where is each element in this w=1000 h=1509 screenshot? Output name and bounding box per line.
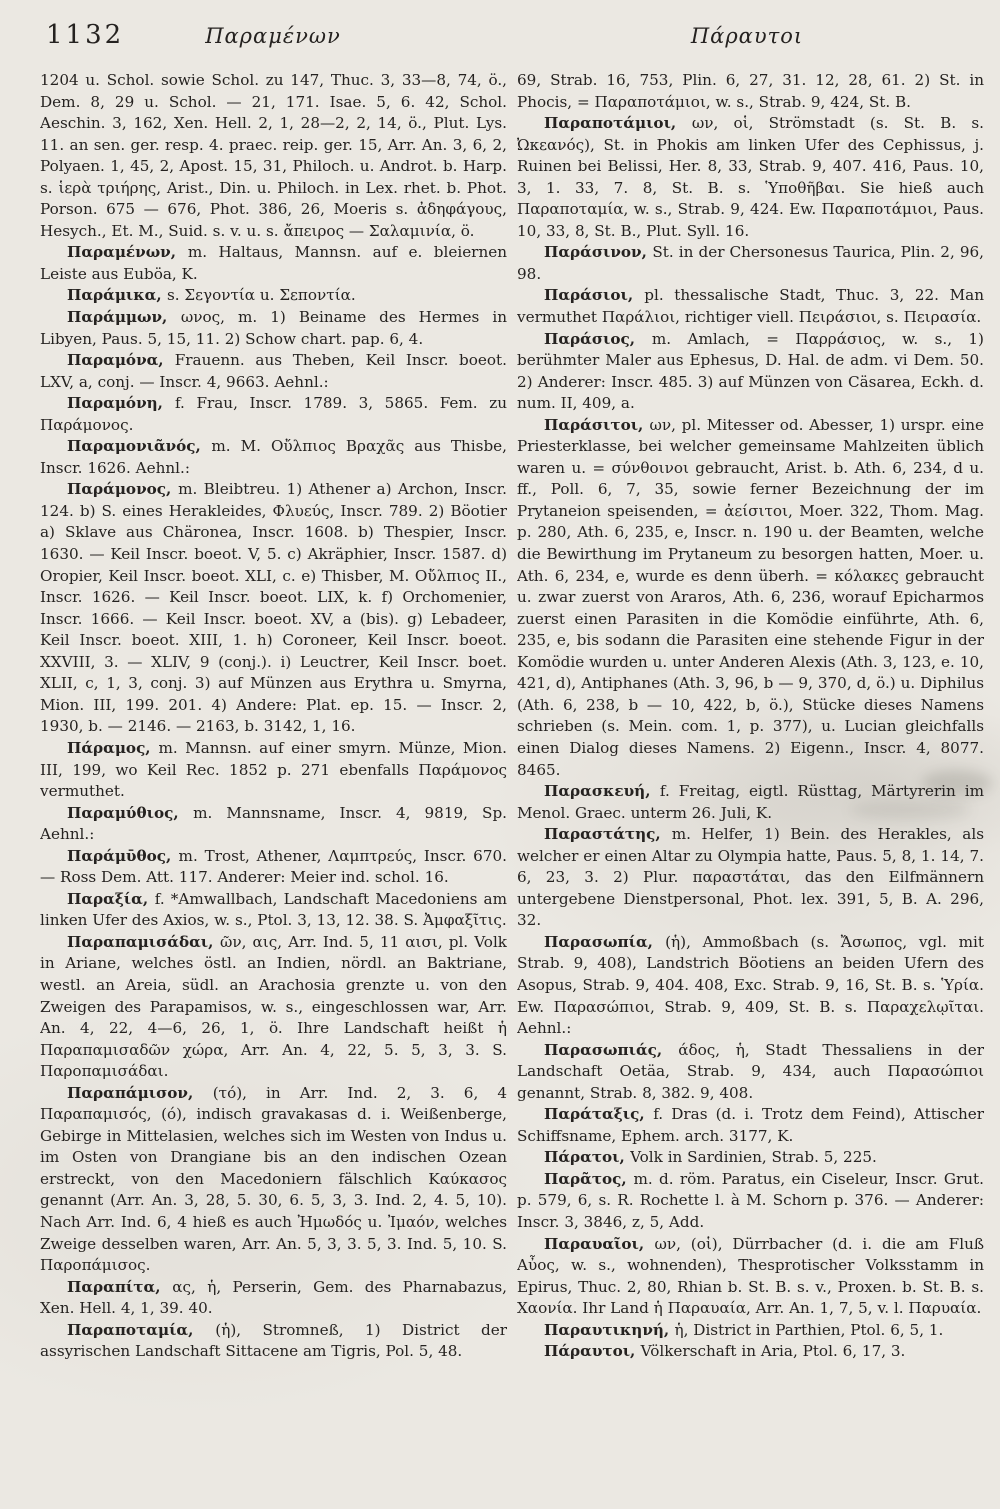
entry-text: m. d. röm. Paratus, ein Ciseleur, Inscr. Grut. p. 579, 6, s. R. Rochette l. à M. Schorn p. 376. — Anderer: Inscr. 3, 3846, z, 5, Add. (517, 1169, 984, 1231)
dictionary-entry (40, 846, 507, 889)
entry-text: Frauenn. aus Theben, Keil Inscr. boeot. LXV, a, conj. — Inscr. 4, 9663. Aehnl.: (40, 351, 507, 391)
entry-headword: Παράσιοι, (544, 286, 645, 305)
dictionary-entry (517, 415, 984, 781)
entry-headword: Παραμύθιος, (67, 803, 194, 822)
running-head (0, 16, 1000, 60)
entry-text: m. Amlach, = Παρράσιος, w. s., 1) berühmter Maler aus Ephesus, D. Hal. de adm. vi Dem. 50. 2) Anderer: Inscr. 485. 3) auf Münzen von Cäsarea, Eckh. d. num. II, 409, a. (517, 329, 984, 413)
entry-headword: Παραμόνη, (67, 394, 175, 413)
entry-headword: Πάραμος, (67, 738, 159, 757)
entry-headword: Παράσιτοι, (544, 415, 650, 434)
entry-text: St. in der Chersonesus Taurica, Plin. 2, 96, 98. (517, 243, 984, 283)
entry-headword: Παραμόνα, (67, 351, 175, 370)
entry-headword: Παραξία, (67, 889, 155, 908)
entry-headword: Παραυαῖοι, (544, 1234, 655, 1253)
dictionary-entry (40, 803, 507, 846)
entry-text: ἡ, District in Parthien, Ptol. 6, 5, 1. (674, 1320, 944, 1339)
entry-headword: Παραπάμισον, (67, 1083, 213, 1102)
dictionary-entry (40, 307, 507, 350)
entry-headword: Παραπαμισάδαι, (67, 932, 220, 951)
entry-headword: Παράμονος, (67, 480, 179, 499)
dictionary-entry (517, 1040, 984, 1105)
text-columns (40, 70, 984, 1505)
dictionary-entry (517, 242, 984, 285)
entry-headword: Παράσινον, (544, 243, 653, 262)
entry-text: m. M. Οὔλπιος Βραχᾶς aus Thisbe, Inscr. 1626. Aehnl.: (40, 437, 507, 477)
entry-text: f. Freitag, eigtl. Rüsttag, Märtyrerin im Menol. Graec. unterm 26. Juli, K. (517, 782, 984, 822)
entry-text: m. Haltaus, Mannsn. auf e. bleiernen Leiste aus Euböa, K. (40, 243, 507, 283)
dictionary-entry (40, 479, 507, 738)
entry-text: f. *Amwallbach, Landschaft Macedoniens am linken Ufer des Axios, w. s., Ptol. 3, 13, 12. 38. S. Ἀμφαξῖτις. (40, 889, 507, 930)
dictionary-entry (40, 1277, 507, 1320)
entry-headword: Παραμονιᾶνός, (67, 437, 212, 456)
entry-headword: Παραστάτης, (544, 825, 672, 844)
entry-text: ων, (οἱ), Dürrbacher (d. i. die am Fluß Αὖος, w. s., wohnenden), Thesprotischer Volksstamm in Epirus, Thuc. 2, 80, Rhian b. St. B. s. v., Proxen. b. St. B. s. Χαονία. Ihr Land ἡ Παραυαία, Arr. An. 1, 7, 5, v. l. Παρυαία. (517, 1234, 984, 1318)
entry-headword: Πάραυτοι, (544, 1342, 641, 1361)
entry-headword: Παραπίτα, (67, 1277, 173, 1296)
entry-text: m. Mannsname, Inscr. 4, 9819, Sp. Aehnl.: (40, 803, 507, 844)
dictionary-entry (40, 738, 507, 803)
entry-headword: Παρασωπία, (544, 932, 666, 951)
entry-text: m. Mannsn. auf einer smyrn. Münze, Mion. III, 199, wo Keil Rec. 1852 p. 271 ebenfalls Παράμονος vermuthet. (40, 738, 507, 801)
dictionary-entry (517, 1169, 984, 1234)
entry-text: pl. thessalische Stadt, Thuc. 3, 22. Man vermuthet Παράλιοι, richtiger viell. Πειράσιοι, s. Πειρασία. (517, 286, 984, 327)
dictionary-entry (517, 932, 984, 1040)
left-column (40, 70, 507, 1505)
entry-headword: Παρασωπιάς, (544, 1040, 679, 1059)
dictionary-entry (40, 889, 507, 932)
entry-headword: Παρασκευή, (544, 782, 660, 801)
dictionary-entry (40, 350, 507, 393)
entry-headword: Παράσιος, (544, 329, 652, 348)
entry-text: ωνος, m. 1) Beiname des Hermes in Libyen, Paus. 5, 15, 11. 2) Schow chart. pap. 6, 4. (40, 308, 507, 348)
dictionary-entry (517, 70, 984, 113)
dictionary-entry (517, 1341, 984, 1363)
page-number: 1132 (46, 20, 125, 50)
dictionary-entry (517, 329, 984, 415)
entry-headword: Παράμικα, (67, 286, 167, 305)
entry-headword: Πάρατοι, (544, 1148, 631, 1167)
dictionary-entry (40, 285, 507, 307)
entry-text: Volk in Sardinien, Strab. 5, 225. (630, 1148, 877, 1167)
entry-text: 69, Strab. 16, 753, Plin. 6, 27, 31. 12, 28, 61. 2) St. in Phocis, = Παραποτάμιοι, w. s., Strab. 9, 424, St. B. (517, 71, 984, 111)
entry-text: f. Frau, Inscr. 1789. 3, 5865. Fem. zu Παράμονος. (40, 394, 507, 434)
entry-text: ας, ἡ, Perserin, Gem. des Pharnabazus, Xen. Hell. 4, 1, 39. 40. (40, 1277, 507, 1318)
running-head-right-keyword: Πάραυτοι (690, 24, 804, 48)
dictionary-entry (40, 242, 507, 285)
dictionary-entry (517, 1234, 984, 1320)
dictionary-entry (517, 1147, 984, 1169)
entry-headword: Παράμῡθος, (67, 846, 179, 865)
dictionary-entry (517, 1104, 984, 1147)
dictionary-entry (517, 113, 984, 242)
entry-text: ων, οἱ, Strömstadt (s. St. B. s. Ὠκεανός), St. in Phokis am linken Ufer des Cephissus, j. Ruinen bei Belissi, Her. 8, 33, Strab. 9, 407. 416, Paus. 10, 3, 1. 33, 7. 8, St. B. s. Ὑποθῆβαι. Sie hieß auch Παραποταμία, w. s., Strab. 9, 424. Ew. Παραποτάμιοι, Paus. 10, 33, 8, St. B., Plut. Syll. 16. (517, 114, 984, 240)
dictionary-entry (40, 1083, 507, 1277)
dictionary-entry (40, 70, 507, 242)
entry-text: s. Σεγοντία u. Σεποντία. (166, 286, 356, 305)
entry-text: Völkerschaft in Aria, Ptol. 6, 17, 3. (640, 1342, 906, 1361)
dictionary-entry (517, 1320, 984, 1342)
entry-text: 1204 u. Schol. sowie Schol. zu 147, Thuc. 3, 33—8, 74, ö., Dem. 8, 29 u. Schol. — 21, 171. Isae. 5, 6. 42, Schol. Aeschin. 3, 162, Xen. Hell. 2, 1, 28—2, 2, 14, ö., Plut. Lys. 11. an sen. ger. resp. 4. praec. reip. ger. 15, Arr. An. 3, 6, 2, Polyaen. 1, 45, 2, Apost. 15, 31, Philoch. u. Androt. b. Harp. s. ἱερὰ τριήρης, Arist., Din. u. Philoch. in Lex. rhet. b. Phot. Porson. 675 — 676, Phot. 386, 26, Moeris s. ἀδηφάγους, Hesych., Et. M., Suid. s. v. u. s. ἄπειρος — Σαλαμινία, ö. (40, 71, 507, 240)
entry-text: (ἡ), Ammoßbach (s. Ἄσωπος, vgl. mit Strab. 9, 408), Landstrich Böotiens an beiden Ufern des Asopus, Strab. 9, 404. 408, Exc. Strab. 9, 16, St. B. s. Ὑρία. Ew. Παρασώπιοι, Strab. 9, 409, St. B. s. Παραχελῳῖται. Aehnl.: (517, 932, 984, 1038)
entry-text: (ἡ), Stromneß, 1) District der assyrischen Landschaft Sittacene am Tigris, Pol. 5, 48. (40, 1320, 507, 1361)
right-column (517, 70, 984, 1505)
entry-text: m. Bleibtreu. 1) Athener a) Archon, Inscr. 124. b) S. eines Herakleides, Φλυεύς, Inscr. 789. 2) Böotier a) Sklave aus Chäronea, Inscr. 1608. b) Thespier, Inscr. 1630. — Keil Inscr. boeot. V, 5. c) Akräphier, Inscr. 1587. d) Oropier, Keil Inscr. boeot. XLI, c. e) Thisber, M. Οὔλπιος II., Inscr. 1626. — Keil Inscr. boeot. LIX, k. f) Orchomenier, Inscr. 1666. — Keil Inscr. boeot. XV, a (bis). g) Lebadeer, Keil Inscr. boeot. XIII, 1. h) Coroneer, Keil Inscr. boeot. XXVIII, 3. — XLIV, 9 (conj.). i) Leuctrer, Keil Inscr. boet. XLII, c, 1, 3, conj. 3) auf Münzen aus Erythra u. Smyrna, Mion. III, 199. 201. 4) Andere: Plat. ep. 15. — Inscr. 2, 1930, b. — 2146. — 2163, b. 3142, 1, 16. (40, 480, 507, 736)
entry-headword: Παραμένων, (67, 243, 188, 262)
entry-text: ῶν, αις, Arr. Ind. 5, 11 αισι, pl. Volk in Ariane, welches östl. an Indien, nördl. an Baktriane, westl. an Areia, südl. an Arachosia grenzte u. von den Zweigen des Parapamisos, w. s., eingeschlossen war, Arr. An. 4, 22, 4—6, 26, 1, ö. Ihre Landschaft heißt ἡ Παραπαμισαδῶν χώρα, Arr. An. 4, 22, 5. 5, 3, 3. S. Παροπαμισάδαι. (40, 932, 507, 1081)
dictionary-entry (40, 932, 507, 1083)
entry-text: (τό), in Arr. Ind. 2, 3. 6, 4 Παραπαμισός, (ό), indisch gravakasas d. i. Weißenberge, Gebirge in Mittelasien, welches sich im Westen von Indus u. im Osten von Drangiane bis an den indischen Ozean erstreckt, von den Macedoniern fälschlich Καύκασος genannt (Arr. An. 3, 28, 5. 30, 6. 5, 3, 3. Ind. 2, 4. 5, 10). Nach Arr. Ind. 6, 4 hieß es auch Ἠμωδός u. Ἰμαόν, welches Zweige desselben waren, Arr. An. 5, 3, 3. 5, 3. Ind. 5, 10. S. Παροπάμισος. (40, 1083, 507, 1275)
dictionary-entry (40, 1320, 507, 1363)
entry-headword: Παραποταμία, (67, 1320, 216, 1339)
dictionary-entry (40, 393, 507, 436)
entry-headword: Παράταξις, (544, 1105, 654, 1124)
entry-text: ων, pl. Mitesser od. Abesser, 1) urspr. eine Priesterklasse, bei welcher gemeinsame Mahlzeiten üblich waren u. = σύνθοινοι gebraucht, Arist. b. Ath. 6, 234, d u. ff., Poll. 6, 7, 35, sowie ferner Bezeichnung der im Prytaneion speisenden, = ἀείσιτοι, Moer. 322, Thom. Mag. p. 280, Ath. 6, 235, e, Inscr. n. 190 u. der Beamten, welche die Bewirthung im Prytaneum zu besorgen hatten, Moer. u. Ath. 6, 234, e, wurde es denn überh. = κόλακες gebraucht u. zwar zuerst von Araros, Ath. 6, 236, worauf Epicharmos zuerst einen Parasiten in die Komödie einführte, Ath. 6, 235, e, bis sodann die Parasiten eine stehende Figur in der Komödie wurden u. unter Anderen Alexis (Ath. 3, 123, e. 10, 421, d), Antiphanes (Ath. 3, 96, b — 9, 370, d, ö.) u. Diphilus (Ath. 6, 238, b — 10, 422, b, ö.), Stücke dieses Namens schrieben (s. Mein. com. 1, p. 377), u. Lucian gleichfalls einen Dialog dieses Namens. 2) Eigenn., Inscr. 4, 8077. 8465. (517, 415, 984, 779)
entry-text: m. Helfer, 1) Bein. des Herakles, als welcher er einen Altar zu Olympia hatte, Paus. 5, 8, 1. 14, 7. 6, 23, 3. 2) Plur. παραστάται, das den Eilfmännern untergebene Dienstpersonal, Phot. lex. 391, 5, B. A. 296, 32. (517, 825, 984, 930)
entry-headword: Παρᾶτος, (544, 1169, 634, 1188)
entry-text: m. Trost, Athener, Λαμπτρεύς, Inscr. 670. — Ross Dem. Att. 117. Anderer: Meier ind. schol. 16. (40, 846, 507, 887)
dictionary-entry (517, 824, 984, 932)
entry-headword: Παραποτάμιοι, (544, 114, 692, 133)
entry-headword: Παράμμων, (67, 308, 181, 327)
entry-text: f. Dras (d. i. Trotz dem Feind), Attischer Schiffsname, Ephem. arch. 3177, K. (517, 1105, 984, 1145)
dictionary-entry (517, 285, 984, 328)
dictionary-entry (40, 436, 507, 479)
entry-text: άδος, ἡ, Stadt Thessaliens in der Landschaft Oetäa, Strab. 9, 434, auch Παρασώπιοι genannt, Strab. 8, 382. 9, 408. (517, 1040, 984, 1102)
entry-headword: Παραυτικηνή, (544, 1320, 675, 1339)
dictionary-entry (517, 781, 984, 824)
running-head-left-keyword: Παραμένων (205, 24, 341, 48)
